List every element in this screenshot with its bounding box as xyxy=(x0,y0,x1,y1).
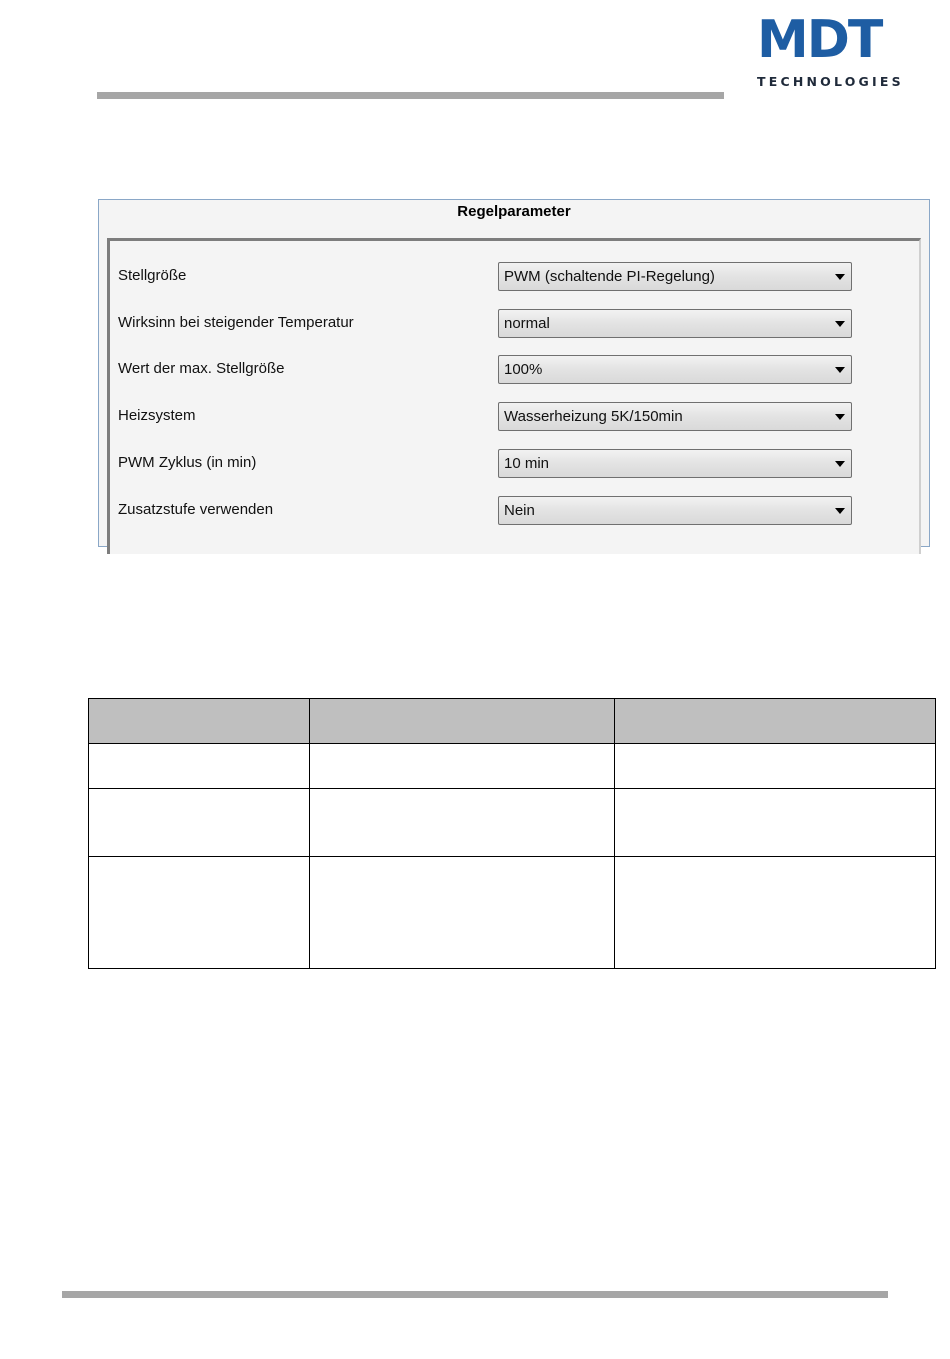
table-cell xyxy=(615,789,936,857)
logo-subtitle: TECHNOLOGIES xyxy=(757,74,904,89)
footer-rule xyxy=(62,1291,888,1298)
param-row-zusatzstufe xyxy=(110,496,919,526)
table-row xyxy=(89,789,936,857)
table-header-row xyxy=(89,699,936,744)
mdt-logo xyxy=(757,10,904,90)
param-row-stellgroesse xyxy=(110,262,919,292)
stellgroesse-select[interactable] xyxy=(498,262,852,291)
table-cell xyxy=(615,744,936,789)
table-cell xyxy=(89,789,310,857)
select-value: Wasserheizung 5K/150min xyxy=(504,408,683,425)
header-rule xyxy=(97,92,724,99)
select-value: 10 min xyxy=(504,455,550,472)
table-row xyxy=(89,744,936,789)
table-cell xyxy=(310,857,615,969)
param-row-max-stellgroesse xyxy=(110,355,919,385)
table-cell xyxy=(310,744,615,789)
table-header-cell xyxy=(615,699,936,744)
select-value: normal xyxy=(504,315,550,332)
param-label: PWM Zyklus (in min) xyxy=(118,454,257,471)
table-header-cell xyxy=(89,699,310,744)
table-row xyxy=(89,857,936,969)
table-header-cell xyxy=(310,699,615,744)
select-value: Nein xyxy=(504,502,535,519)
param-label: Zusatzstufe verwenden xyxy=(118,501,274,518)
table-cell xyxy=(310,789,615,857)
chevron-down-icon xyxy=(835,274,845,280)
table-cell xyxy=(89,744,310,789)
param-row-wirksinn xyxy=(110,309,919,339)
chevron-down-icon xyxy=(835,461,845,467)
chevron-down-icon xyxy=(835,508,845,514)
heizsystem-select[interactable] xyxy=(498,402,852,431)
select-value: PWM (schaltende PI-Regelung) xyxy=(504,268,715,285)
table-cell xyxy=(615,857,936,969)
param-row-heizsystem xyxy=(110,402,919,432)
pwm-zyklus-select[interactable] xyxy=(498,449,852,478)
wirksinn-select[interactable] xyxy=(498,309,852,338)
logo-wordmark: MDT xyxy=(757,10,882,70)
logo-main xyxy=(757,10,899,70)
zusatzstufe-select[interactable] xyxy=(498,496,852,525)
dialog-title: Regelparameter xyxy=(457,203,571,220)
param-row-pwm-zyklus xyxy=(110,449,919,479)
param-label: Wirksinn bei steigender Temperatur xyxy=(118,314,354,331)
chevron-down-icon xyxy=(835,414,845,420)
table-cell xyxy=(89,857,310,969)
dialog-panel xyxy=(107,238,921,554)
regelparameter-dialog xyxy=(98,199,930,547)
max-stellgroesse-select[interactable] xyxy=(498,355,852,384)
param-label: Stellgröße xyxy=(118,267,187,284)
parameter-table xyxy=(88,698,936,969)
param-label: Wert der max. Stellgröße xyxy=(118,360,285,377)
select-value: 100% xyxy=(504,361,543,378)
param-label: Heizsystem xyxy=(118,407,196,424)
chevron-down-icon xyxy=(835,321,845,327)
chevron-down-icon xyxy=(835,367,845,373)
